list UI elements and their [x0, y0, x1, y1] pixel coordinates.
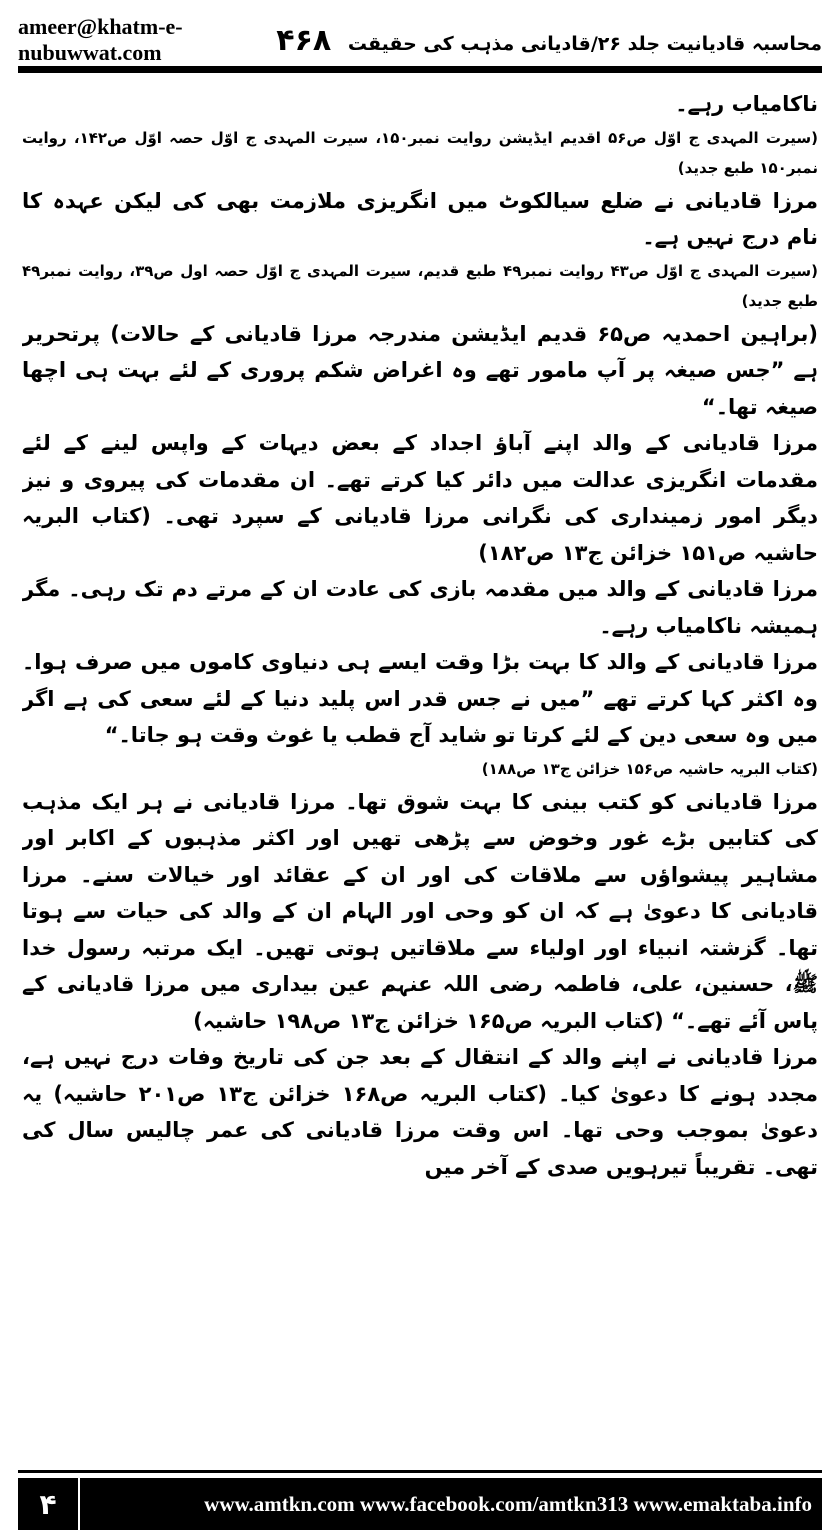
citation: (کتاب البریہ حاشیہ ص۱۵۶ خزائن ج۱۳ ص۱۸۸): [481, 759, 818, 778]
paragraph: (براہین احمدیہ ص۶۵ قدیم ایڈیشن مندرجہ مرزا قادیانی کے حالات) پرتحریر ہے ”جس صیغہ پر آپ مامور تھے وہ اغراض شکم پروری کے لئے بہت ہی اچھا صیغہ تھا۔“: [22, 321, 818, 419]
header-title-group: [266, 23, 822, 58]
header-email: ameer@khatm-e-nubuwwat.com: [18, 14, 183, 65]
paragraph: مرزا قادیانی نے اپنے والد کے انتقال کے بعد جن کی تاریخ وفات درج نہیں ہے، مجدد ہونے کا دعویٰ کیا۔ (کتاب البریہ ص۱۶۸ خزائن ج۱۳ ص۲۰۱ حاشیہ) یہ دعویٰ بموجب وحی تھا۔ اس وقت مرزا قادیانی کی عمر چالیس سال کی تھی۔ تقریباً تیرہویں صدی کے آخر میں: [22, 1045, 818, 1179]
citation: (سیرت المہدی ج اوّل ص۵۶ اقدیم ایڈیشن روایت نمبر۱۵۰، سیرت المہدی ج اوّل حصہ اوّل ص۱۴۲، روایت نمبر۱۵۰ طبع جدید): [22, 128, 818, 177]
page-body: [22, 86, 818, 1452]
paragraph: مرزا قادیانی کو کتب بینی کا بہت شوق تھا۔ مرزا قادیانی نے ہر ایک مذہب کی کتابیں بڑے غور وخوض سے پڑھی تھیں اور اکثر مذہبوں کے اکابر اور مشاہیر پیشواؤں سے ملاقات کی اور ان کے عقائد اور خیالات سنے۔ مرزا قادیانی کا دعویٰ ہے کہ ان کو وحی اور الہام ان کے والد کی حیات سے ہوتا تھا۔ گزشتہ انبیاء اور اولیاء سے ملاقاتیں ہوتی تھیں۔ ایک مرتبہ رسول خدا ﷺ، حسنین، علی، فاطمہ رضی اللہ عنہم عین بیداری میں مرزا قادیانی کے پاس آئے تھے۔“ (کتاب البریہ ص۱۶۵ خزائن ج۱۳ ص۱۹۸ حاشیہ): [22, 789, 818, 1033]
page-header: [18, 14, 822, 66]
paragraph: مرزا قادیانی نے ضلع سیالکوٹ میں انگریزی ملازمت بھی کی لیکن عہدہ کا نام درج نہیں ہے۔: [22, 188, 818, 249]
citation: (سیرت المہدی ج اوّل ص۴۳ روایت نمبر۴۹ طبع قدیم، سیرت المہدی ج اوّل حصہ اول ص۳۹، روایت نمبر۴۹ طبع جدید): [22, 261, 818, 310]
paragraph: مرزا قادیانی کے والد کا بہت بڑا وقت ایسے ہی دنیاوی کاموں میں صرف ہوا۔ وہ اکثر کہا کرتے تھے ”میں نے جس قدر اس پلید دنیا کے لئے سعی کی ہے اگر میں وہ سعی دین کے لئے کرتا تو شاید آج قطب یا غوث وقت ہو جاتا۔“: [22, 650, 818, 747]
footer-links: www.amtkn.com www.facebook.com/amtkn313 www.emaktaba.info: [204, 1491, 812, 1516]
footer-rule: [18, 1470, 822, 1473]
page-number: ۴۶۸: [276, 22, 332, 58]
paragraph: مرزا قادیانی کے والد اپنے آباؤ اجداد کے بعض دیہات کے واپس لینے کے لئے مقدمات انگریزی عدالت میں دائر کیا کرتے تھے۔ ان مقدمات کی پیروی و نیز دیگر امور زمینداری کی نگرانی مرزا قادیانی کے سپرد تھی۔ (کتاب البریہ حاشیہ ص۱۵۱ خزائن ج۱۳ ص۱۸۲): [22, 431, 818, 565]
paragraph: مرزا قادیانی کے والد میں مقدمہ بازی کی عادت ان کے مرتے دم تک رہی۔ مگر ہمیشہ ناکامیاب رہے۔: [22, 577, 818, 638]
header-rule: [18, 66, 822, 73]
page-footer: [18, 1478, 822, 1530]
footer-folio: ۴: [18, 1478, 80, 1530]
header-title: محاسبہ قادیانیت جلد ۲۶/قادیانی مذہب کی حقیقت: [347, 32, 822, 55]
paragraph: ناکامیاب رہے۔: [675, 92, 818, 116]
